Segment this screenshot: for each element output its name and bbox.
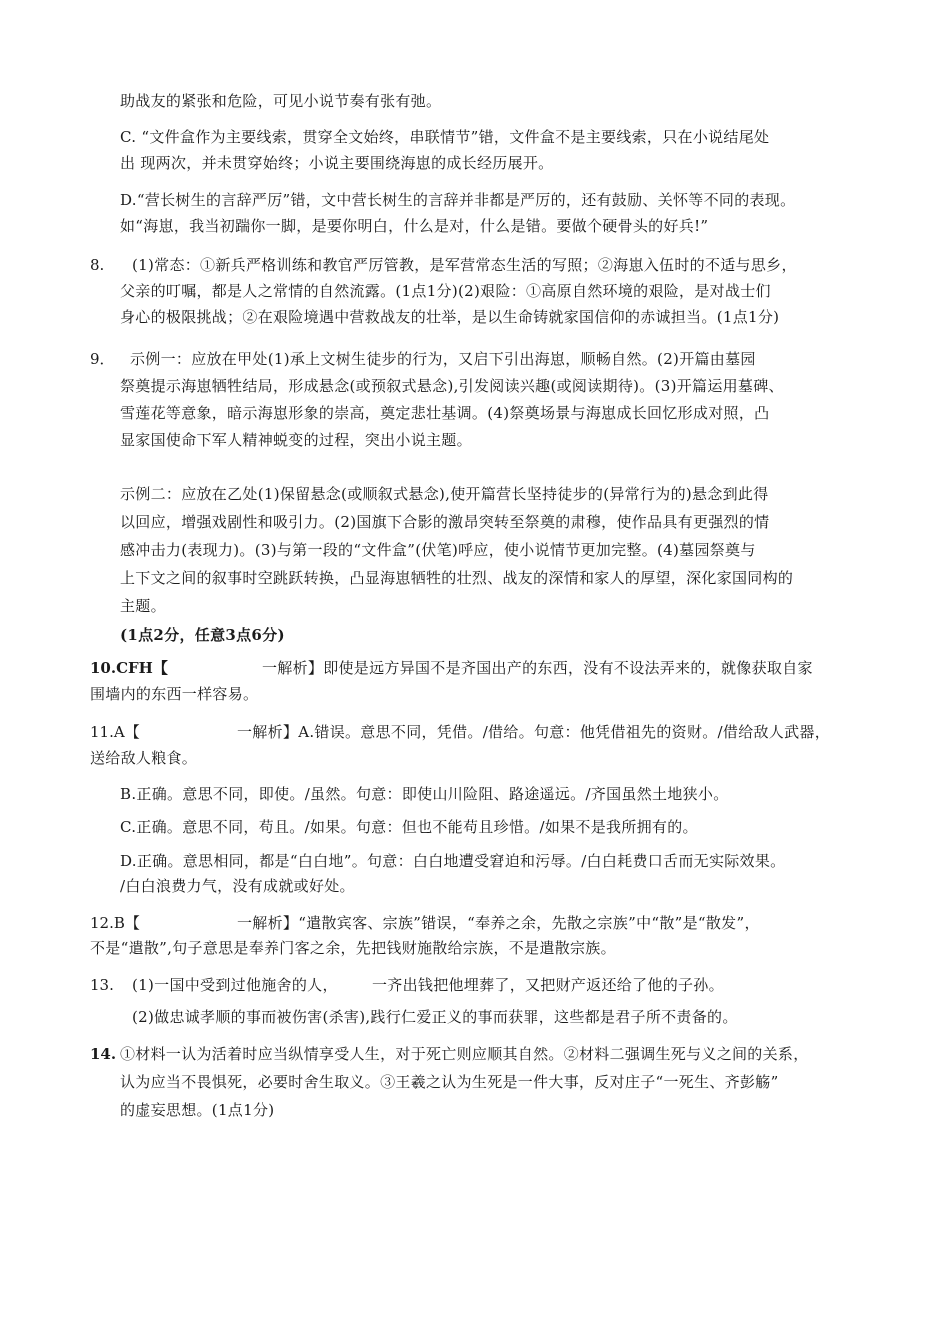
q9-ex2-line4: 上下文之间的叙事时空跳跃转换，凸显海崽牺牲的壮烈、战友的深情和家人的厚望，深化家国同构的: [120, 569, 794, 587]
q7-d-line1: D.“营长树生的言辞严厉”错，文中营长树生的言辞并非都是严厉的，还有鼓励、关怀等不同的表现。: [120, 191, 796, 209]
q14-line2: 认为应当不畏惧死，必要时舍生取义。③王羲之认为生死是一件大事，反对庄子“一死生、齐彭觞”: [120, 1073, 779, 1091]
q9-ex2-line5: 主题。: [120, 597, 166, 615]
q11-line2: 送给敌人粮食。: [90, 749, 198, 767]
q14-line1: ①材料一认为活着时应当纵情享受人生，对于死亡则应顺其自然。②材料二强调生死与义之间的关系，: [120, 1045, 809, 1063]
q7-b-tail: 助战友的紧张和危险，可见小说节奏有张有弛。: [120, 92, 442, 110]
q13-line2: (2)做忠诚孝顺的事而被伤害(杀害),践行仁爱正义的事而获罪，这些都是君子所不责备的。: [132, 1008, 738, 1026]
q8-line2: 父亲的叮嘱，都是人之常情的自然流露。(1点1分)(2)艰险：①高原自然环境的艰险，是对战士们: [120, 282, 771, 300]
q9-ex1-line1: 示例一：应放在甲处(1)承上文树生徒步的行为，又启下引出海崽，顺畅自然。(2)开篇由墓园: [130, 350, 756, 368]
q13-number: 13.: [90, 976, 114, 994]
q12-head: 12.B【: [90, 914, 140, 932]
q11-b: B.正确。意思不同，即使。/虽然。句意：即使山川险阻、路途遥远。/齐国虽然土地狭小。: [120, 785, 729, 803]
q9-ex1-line3: 雪莲花等意象，暗示海崽形象的崇高，奠定悲壮基调。(4)祭奠场景与海崽成长回忆形成对照，凸: [120, 404, 770, 422]
q11-head: 11.A【: [90, 723, 140, 741]
q9-score-note: (1点2分，任意3点6分): [120, 626, 285, 644]
q8-line3: 身心的极限挑战；②在艰险境遇中营救战友的壮举，是以生命铸就家国信仰的赤诚担当。(1点1分): [120, 308, 780, 326]
q9-ex1-line4: 显家国使命下军人精神蜕变的过程，突出小说主题。: [120, 431, 472, 449]
q9-ex2-line1: 示例二：应放在乙处(1)保留悬念(或顺叙式悬念),使开篇营长坚持徒步的(异常行为的)悬念到此得: [120, 485, 769, 503]
q10-line2: 围墙内的东西一样容易。: [90, 685, 259, 703]
q13-line1a: (1)一国中受到过他施舍的人，: [132, 976, 338, 994]
q10-line1: 一解析】即使是远方异国不是齐国出产的东西，没有不设法弄来的，就像获取自家: [262, 659, 813, 677]
q13-line1b: 一齐出钱把他埋葬了，又把财产返还给了他的子孙。: [372, 976, 724, 994]
q12-line2: 不是“遣散”,句子意思是奉养门客之余，先把钱财施散给宗族，不是遣散宗族。: [90, 939, 616, 957]
q10-head: 10.CFH【: [90, 659, 168, 677]
q11-d-line1: D.正确。意思相同，都是“白白地”。句意：白白地遭受窘迫和污辱。/白白耗费口舌而无实际效果。: [120, 852, 786, 870]
q9-ex1-line2: 祭奠提示海崽牺牲结局，形成悬念(或预叙式悬念),引发阅读兴趣(或阅读期待)。(3)开篇运用墓碑、: [120, 377, 784, 395]
q7-d-line2: 如“海崽，我当初踹你一脚，是要你明白，什么是对，什么是错。要做个硬骨头的好兵!”: [120, 217, 709, 235]
q8-number: 8.: [90, 256, 105, 274]
q8-line1: (1)常态：①新兵严格训练和教官严厉管教，是军营常态生活的写照；②海崽入伍时的不适与思乡，: [132, 256, 797, 274]
q7-c-line1: C. “文件盒作为主要线索，贯穿全文始终，串联情节”错，文件盒不是主要线索，只在小说结尾处: [120, 128, 770, 146]
q14-line3: 的虚妄思想。(1点1分): [120, 1101, 275, 1119]
q12-line1: 一解析】“遣散宾客、宗族”错误，“奉养之余，先散之宗族”中“散”是“散发”，: [237, 914, 760, 932]
q9-number: 9．: [90, 350, 115, 368]
q9-ex2-line3: 感冲击力(表现力)。(3)与第一段的“文件盒”(伏笔)呼应，使小说情节更加完整。(4)墓园祭奠与: [120, 541, 756, 559]
q9-ex2-line2: 以回应，增强戏剧性和吸引力。(2)国旗下合影的激昂突转至祭奠的肃穆，使作品具有更强烈的情: [120, 513, 770, 531]
q11-line1: 一解析】A.错误。意思不同，凭借。/借给。句意：他凭借祖先的资财。/借给敌人武器，: [237, 723, 831, 741]
q14-number: 14.: [90, 1045, 117, 1063]
q11-c: C.正确。意思不同，苟且。/如果。句意：但也不能苟且珍惜。/如果不是我所拥有的。: [120, 818, 698, 836]
q7-c-line2: 出 现两次，并未贯穿始终；小说主要围绕海崽的成长经历展开。: [120, 154, 554, 172]
q11-d-line2: /白白浪费力气，没有成就或好处。: [120, 877, 355, 895]
